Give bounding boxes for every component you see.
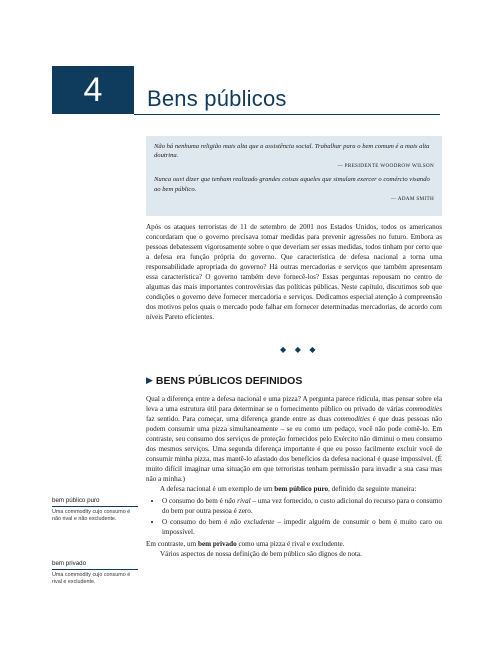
epigraph-quote-2: Nunca ouvi dizer que tenham realizado grandes coisas aqueles que simulam exercer o comércio visando ao bem público. (154, 176, 430, 193)
margin-note-private-good (52, 560, 138, 587)
triangle-bullet-icon: ▶ (146, 376, 153, 386)
epigraph-attribution-1: — PRESIDENTE WOODROW WILSON (337, 162, 434, 169)
section-separator: ◆ ◆ ◆ (280, 345, 319, 354)
margin-note-definition: Uma commodity cujo consumo é não rival e não excludente. (52, 509, 131, 523)
text-run: A defesa nacional é um exemplo de um (160, 485, 275, 493)
chapter-number-box (52, 66, 134, 114)
text-run: Em contraste, um (146, 540, 198, 548)
list-item (162, 496, 442, 516)
list-item (162, 517, 442, 537)
emphasis-term: não rival (224, 497, 251, 505)
text-run: O consumo do bem é (162, 518, 231, 526)
text-run: é que duas pessoas não podem consumir uma pizza simultaneamente – se eu como um pedaço, você não pode comê-lo. Em contraste, seu consumo dos serviços de proteção fornecidos pelo Exército não diminui o meu consumo dos mesmos serviços. Uma segunda diferença importante é que eu posso facilmente excluir você de consumir minha pizza, mas mantê-lo afastado dos benefícios da defesa nacional é quase impossível. (É muito difícil imaginar uma situação em que terroristas tenham permissão para invadir a sua casa mas não a minha.) (146, 415, 443, 483)
section-body (146, 394, 442, 559)
chapter-title: Bens públicos (147, 86, 287, 111)
text-run: – uma vez fornecido, o custo adicional do recurso para o consumo do bem por outra pessoa é zero. (162, 497, 442, 515)
definition-list (146, 496, 442, 537)
body-paragraph-1 (146, 394, 442, 484)
emphasis-term: não excludente (230, 518, 275, 526)
body-paragraph-2 (146, 484, 442, 494)
emphasis-term: commodities (405, 405, 442, 413)
epigraph-quote-1: Não há nenhuma religião mais alta que a assistência social. Trabalhar para o bem comum é a mais alta doutrina. (154, 143, 430, 160)
epigraph-attribution-2: — ADAM SMITH (390, 196, 434, 203)
intro-paragraph: Após os ataques terroristas de 11 de setembro de 2001 nos Estados Unidos, todos os americanos concordaram que o governo precisava tomar medidas para prevenir agressões no futuro. Embora as pessoas debatessem vigorosamente sobre o que deveriam ser essas medidas, todos tinham por certo que a defesa era função própria do governo. Que característica de defesa nacional a torna uma responsabilidade apropriada do governo? Há outras mercadorias e serviços que também apresentam essa característica? O governo também deve fornecê-los? Essas perguntas repousam no centro de algumas das mais importantes controvérsias das políticas públicas. Neste capítulo, discutimos sob que condições o governo deve fornecer mercadoria e serviços. Dedicamos especial atenção à compreensão dos motivos pelos quais o mercado pode falhar em fornecer determinadas mercadorias, de acordo com níveis Pareto eficientes. (146, 223, 442, 321)
margin-note-term: bem privado (52, 560, 138, 570)
text-run: – impedir alguém de consumir o bem é muito caro ou impossível. (162, 518, 442, 536)
text-run: como uma pizza é rival e excludente. (236, 540, 345, 548)
key-term: bem público puro (274, 485, 329, 493)
body-paragraph-3 (146, 539, 442, 549)
margin-note-public-good (52, 497, 138, 524)
margin-note-definition: Uma commodity cujo consumo é rival e excludente. (52, 572, 131, 586)
text-run: , definido da seguinte maneira: (328, 485, 417, 493)
section-heading (146, 375, 302, 387)
text-run: faz sentido. Para começar, uma diferença grande entre as duas (146, 415, 334, 423)
emphasis-term: commodities (333, 415, 370, 423)
margin-note-term: bem público puro (52, 497, 138, 507)
text-run: O consumo do bem é (162, 497, 225, 505)
title-rule (134, 114, 440, 115)
text-run: Qual a diferença entre a defesa nacional e uma pizza? A pergunta parece ridícula, mas pensar sobre ela leva a uma estrutura útil para determinar se o fornecimento público ou privado de várias (146, 395, 442, 413)
body-paragraph-4: Vários aspectos de nossa definição de bem público são dignos de nota. (160, 550, 362, 558)
section-heading-text: BENS PÚBLICOS DEFINIDOS (155, 375, 303, 387)
epigraph-box (146, 136, 442, 216)
key-term: bem privado (197, 540, 237, 548)
chapter-number: 4 (83, 70, 103, 109)
